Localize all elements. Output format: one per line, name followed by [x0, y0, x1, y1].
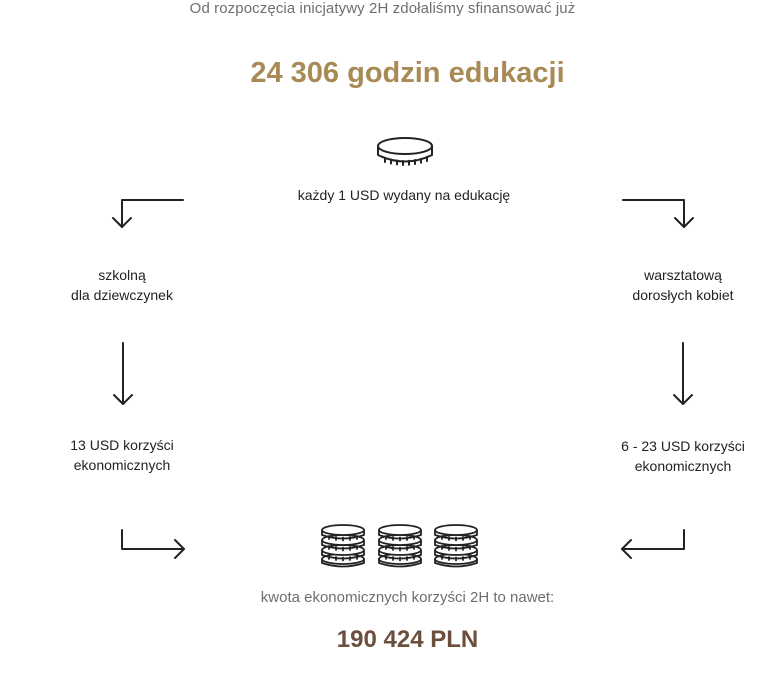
arrow-bottom-left — [122, 530, 184, 558]
right-benefit-line1: 6 - 23 USD korzyści — [621, 438, 745, 454]
left-benefit-line1: 13 USD korzyści — [70, 437, 174, 453]
right-benefit-line2: ekonomicznych — [634, 458, 732, 474]
left-type-line2: dla dziewczynek — [71, 287, 173, 303]
right-type-line2: dorosłych kobiet — [632, 287, 734, 303]
center-caption: każdy 1 USD wydany na edukację — [297, 187, 511, 203]
summary-text: kwota ekonomicznych korzyści 2H to nawet: — [260, 589, 555, 606]
right-type-line1: warsztatową — [644, 267, 722, 283]
total-amount: 190 424 PLN — [336, 626, 479, 653]
coin-stacks-icon — [322, 525, 477, 567]
left-type-line1: szkolną — [98, 267, 146, 283]
arrow-top-left — [113, 200, 183, 227]
arrow-top-right — [623, 200, 693, 227]
hours-headline: 24 306 godzin edukacji — [250, 57, 565, 89]
single-coin-icon — [378, 138, 432, 165]
intro-text: Od rozpoczęcia inicjatywy 2H zdołaliśmy sfinansować już — [189, 0, 576, 17]
left-benefit-line2: ekonomicznych — [73, 457, 171, 473]
arrow-right-down — [674, 343, 692, 404]
arrow-left-down — [114, 343, 132, 404]
arrow-bottom-right — [622, 530, 684, 558]
